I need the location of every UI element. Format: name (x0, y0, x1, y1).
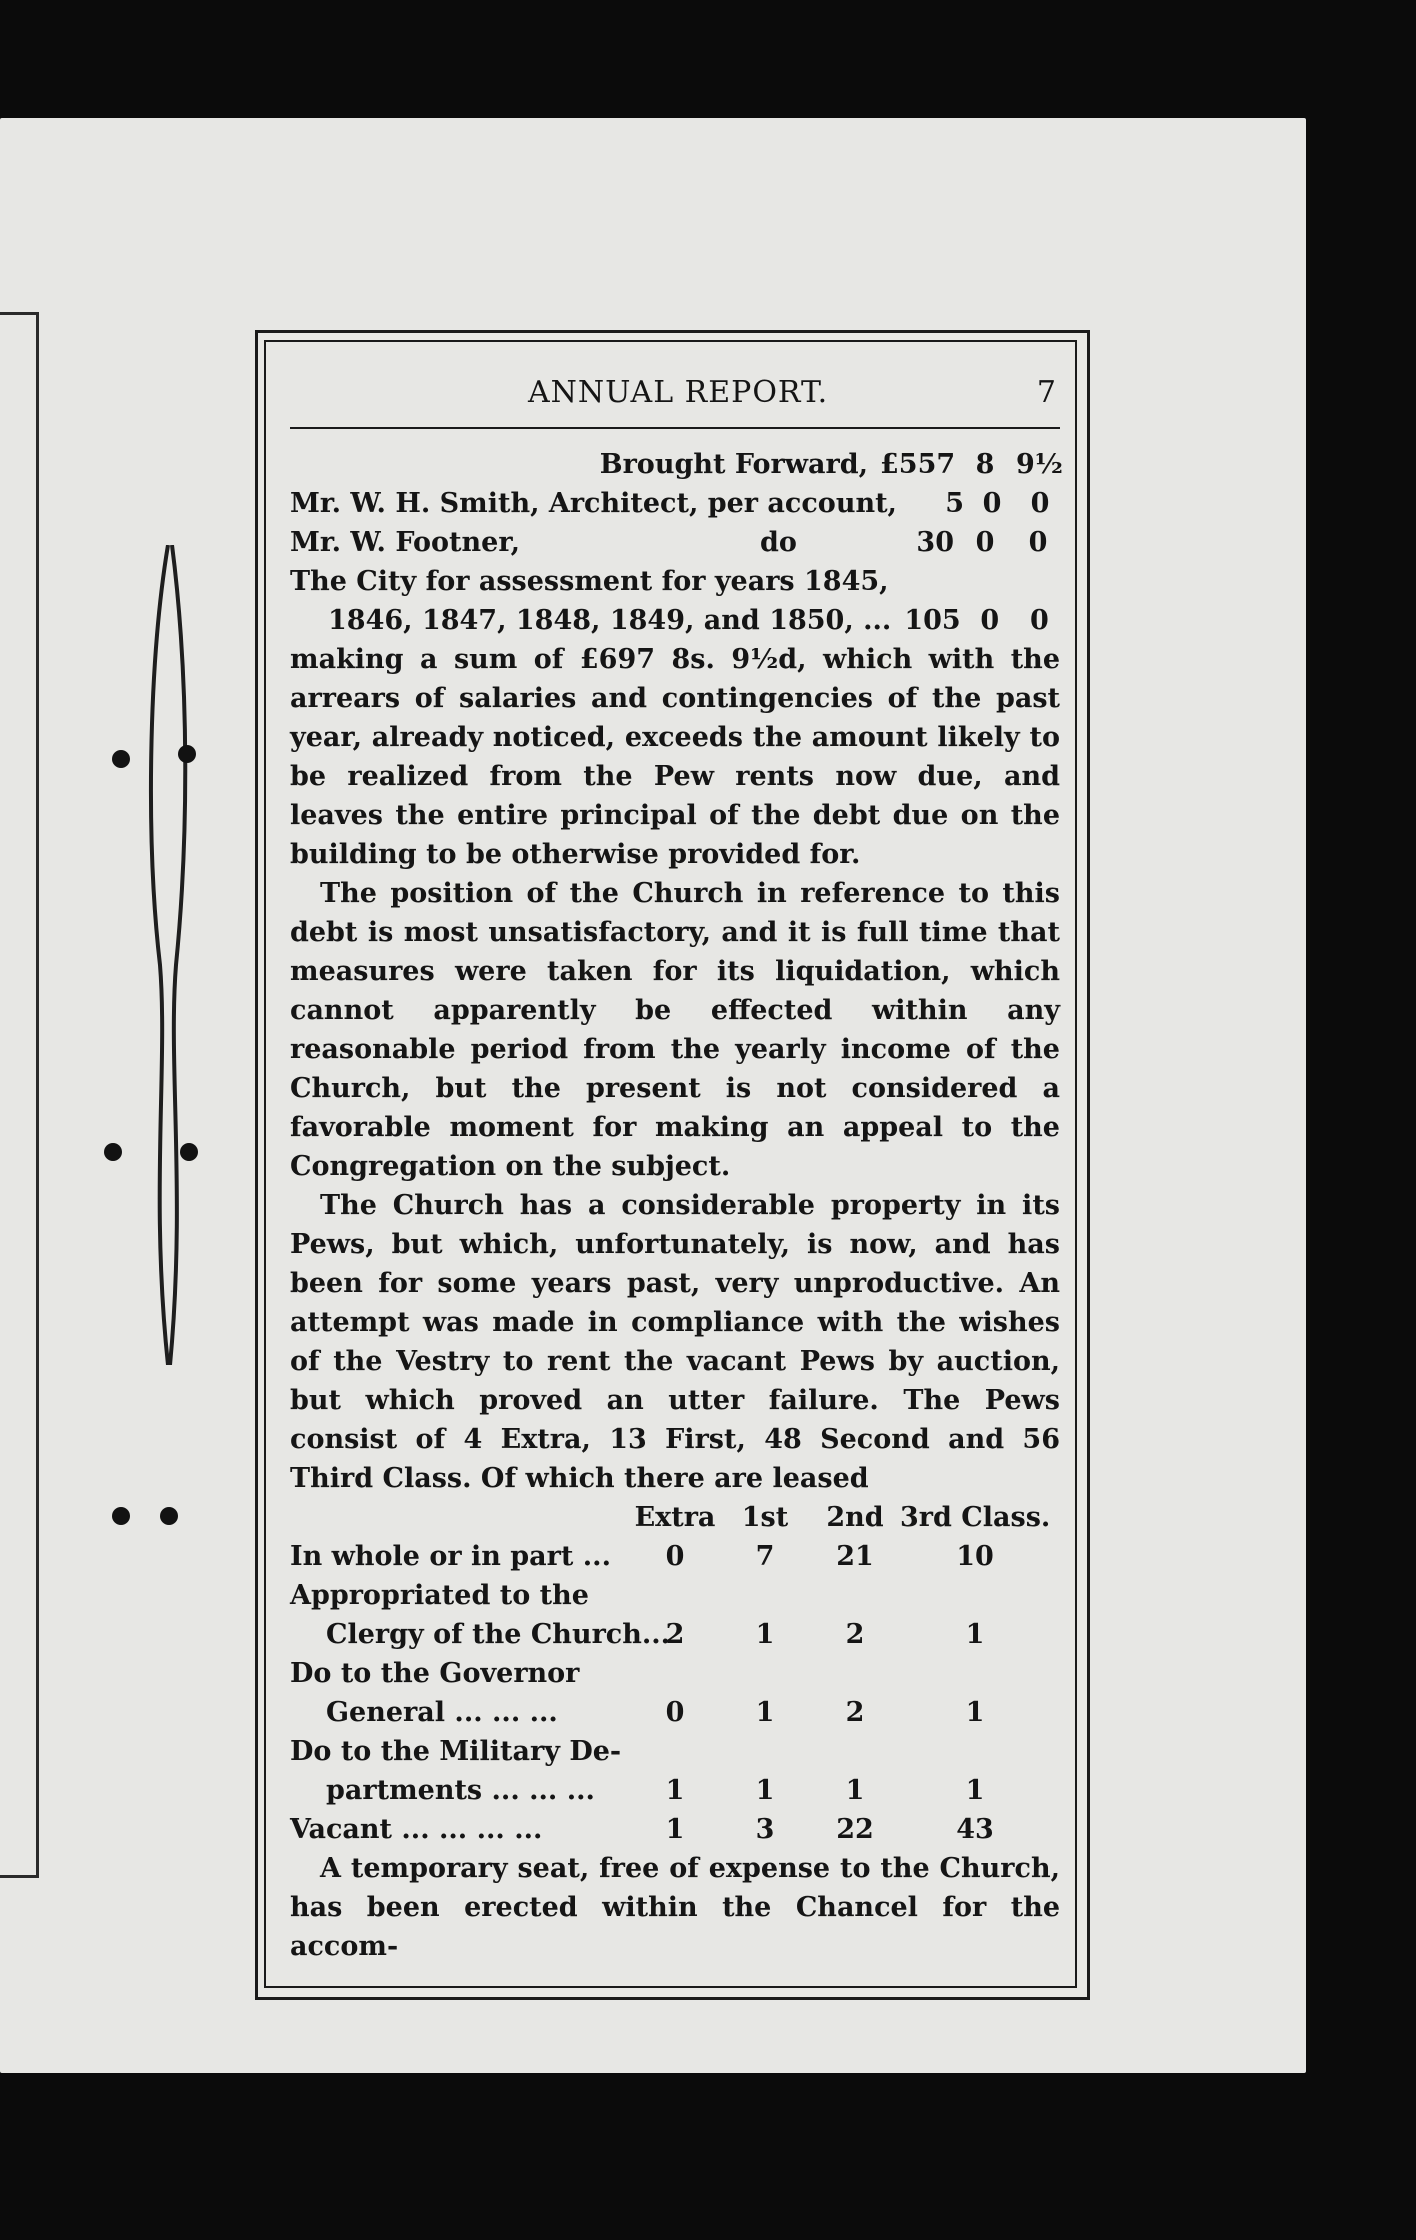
table-cell: 2 (665, 1619, 685, 1650)
facing-page-edge (0, 312, 39, 1878)
table-cell: 1 (755, 1619, 775, 1650)
account-line (290, 484, 1060, 523)
binding-hole (104, 1143, 122, 1161)
amount-pence: 0 (1030, 605, 1049, 636)
binding-hole (180, 1143, 198, 1161)
binding-hole (178, 745, 196, 763)
ditto-mark: do (760, 527, 797, 558)
table-row (290, 1576, 1060, 1615)
table-row (290, 1654, 1060, 1693)
amount-shillings: 0 (975, 527, 995, 558)
row-label: Do to the Governor (290, 1658, 580, 1689)
binding-hole (112, 750, 130, 768)
amount-pence: 0 (1030, 488, 1050, 519)
table-cell: 43 (956, 1814, 994, 1845)
account-label: 1846, 1847, 1848, 1849, and 1850, ... (328, 605, 892, 636)
account-statement (290, 445, 1063, 640)
amount-pounds: 105 (904, 605, 961, 636)
table-cell: 1 (965, 1697, 985, 1728)
pew-table (290, 1498, 1060, 1849)
table-cell: 7 (755, 1541, 775, 1572)
pew-table-header (290, 1498, 1060, 1537)
account-label: The City for assessment for years 1845, (290, 566, 889, 597)
column-header: Extra (634, 1502, 716, 1533)
table-cell: 2 (845, 1619, 865, 1650)
column-header: 3rd Class. (900, 1502, 1051, 1533)
amount-pounds: 5 (945, 488, 964, 519)
row-label: Vacant ... ... ... ... (290, 1814, 543, 1845)
row-label: In whole or in part ... (290, 1541, 611, 1572)
paragraph: making a sum of £697 8s. 9½d, which with the arrears of salaries and contingencies of the past year, already noticed, exceeds the amount likely to be realized from the Pew rents now due, and leaves the entire principal of the debt due on the building to be otherwise provided for. (290, 644, 1060, 870)
amount-pence: 0 (1028, 527, 1048, 558)
table-cell: 0 (665, 1697, 685, 1728)
column-header: 1st (741, 1502, 789, 1533)
table-cell: 1 (665, 1775, 685, 1806)
column-header: 2nd (826, 1502, 884, 1533)
account-label: Brought Forward, (599, 449, 868, 480)
paragraph: The Church has a considerable property in its Pews, but which, unfortunately, is now, and has been for some years past, very unproductive. An attempt was made in compliance with the wishes of the Vestry to rent the vacant Pews by auction, but which proved an utter failure. The Pews consist of 4 Extra, 13 First, 48 Second and 56 Third Class. Of which there are leased (290, 1190, 1060, 1494)
table-row (290, 1537, 1060, 1576)
page-content (290, 365, 1063, 1966)
account-label: Mr. W. Footner, (290, 527, 521, 558)
binding-stitch (138, 545, 198, 1365)
table-row (290, 1693, 1060, 1732)
account-line (290, 445, 1063, 484)
binding-hole (112, 1507, 130, 1525)
amount-pounds: 30 (916, 527, 954, 558)
account-label: Mr. W. H. Smith, Architect, per account, (290, 488, 897, 519)
account-line (290, 601, 1060, 640)
row-label: Do to the Military De- (290, 1736, 622, 1767)
page-body (290, 429, 1063, 1966)
amount-pounds: £557 (880, 449, 956, 480)
amount-shillings: 0 (980, 605, 1000, 636)
table-cell: 22 (836, 1814, 874, 1845)
account-line (290, 562, 1060, 601)
pew-table-corner (290, 1498, 630, 1537)
binding-hole (160, 1507, 178, 1525)
running-title: ANNUAL REPORT. (528, 375, 829, 410)
page-number: 7 (1036, 375, 1056, 410)
account-line (290, 523, 1060, 562)
amount-pence: 9½ (1016, 449, 1063, 480)
table-cell: 1 (965, 1619, 985, 1650)
page-header (290, 365, 1060, 429)
amount-shillings: 0 (982, 488, 1002, 519)
table-cell: 1 (755, 1775, 775, 1806)
paragraph: The position of the Church in reference to this debt is most unsatisfactory, and it is full time that measures were taken for its liquidation, which cannot apparently be effected within any reasonable period from the yearly income of the Church, but the present is not considered a favorable moment for making an appeal to the Congregation on the subject. (290, 878, 1060, 1182)
table-cell: 3 (755, 1814, 775, 1845)
table-cell: 21 (836, 1541, 874, 1572)
row-label: Clergy of the Church... (326, 1619, 671, 1650)
table-row (290, 1732, 1060, 1771)
row-label: partments ... ... ... (326, 1775, 595, 1806)
table-cell: 1 (845, 1775, 865, 1806)
table-cell: 10 (956, 1541, 994, 1572)
table-row (290, 1771, 1060, 1810)
table-cell: 2 (845, 1697, 865, 1728)
table-cell: 1 (665, 1814, 685, 1845)
paragraph: A temporary seat, free of expense to the Church, has been erected within the Chancel for the accom- (290, 1853, 1060, 1962)
row-label: General ... ... ... (326, 1697, 558, 1728)
amount-shillings: 8 (975, 449, 995, 480)
table-row (290, 1615, 1060, 1654)
row-label: Appropriated to the (290, 1580, 589, 1611)
table-cell: 1 (755, 1697, 775, 1728)
table-cell: 1 (965, 1775, 985, 1806)
table-cell: 0 (665, 1541, 685, 1572)
table-row (290, 1810, 1060, 1849)
